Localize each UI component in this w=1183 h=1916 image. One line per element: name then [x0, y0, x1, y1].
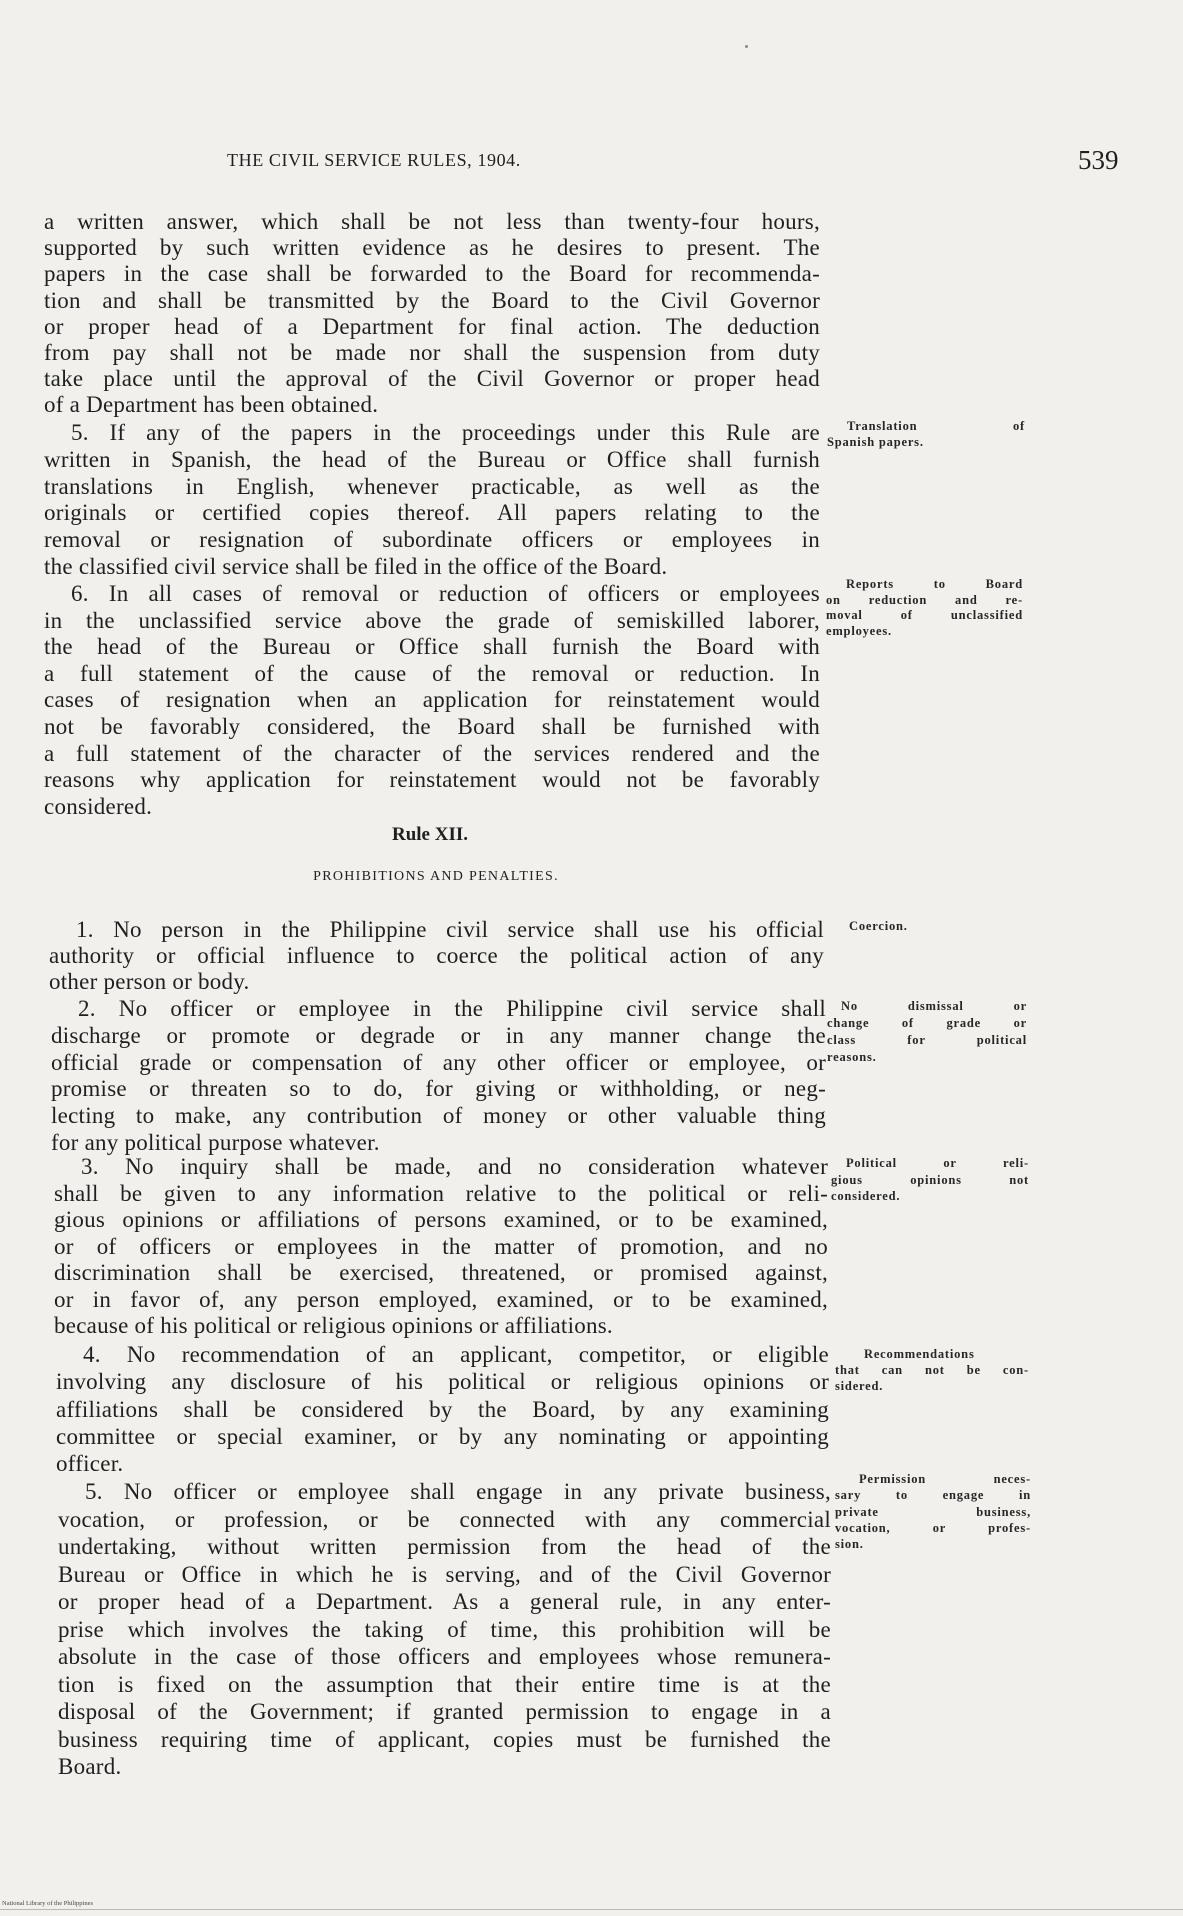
text-line: or proper head of a Department for final action. The deduction [44, 313, 820, 339]
rule-xii-paragraph-4 [56, 1341, 829, 1477]
margin-note-line: private business, [835, 1504, 1031, 1519]
rule-xii-paragraph-2 [51, 996, 826, 1157]
margin-note-line: Translation of [847, 419, 1025, 433]
text-line: reasons why application for reinstatement would not be favorably [44, 767, 820, 793]
text-line: in the unclassified service above the grade of semiskilled laborer, [44, 607, 820, 633]
paragraph-6-removal-reports [44, 581, 820, 820]
text-line: from pay shall not be made nor shall the suspension from duty [44, 339, 820, 365]
text-line: committee or special examiner, or by any nominating or appointing [56, 1423, 829, 1449]
margin-note-line: sary to engage in [835, 1488, 1031, 1503]
text-line: vocation, or profession, or be connected with any commercial [58, 1506, 831, 1532]
margin-note-line: reasons. [827, 1050, 877, 1064]
margin-note-recommendations [835, 1346, 1029, 1394]
text-line: tion is fixed on the assumption that their entire time is at the [58, 1671, 831, 1697]
text-line: 2. No officer or employee in the Philippine civil service shall [78, 996, 826, 1021]
text-line: the head of the Bureau or Office shall furnish the Board with [44, 634, 820, 660]
margin-note-line: Reports to Board [846, 577, 1023, 591]
rule-xii-paragraph-3 [54, 1154, 828, 1340]
text-line: originals or certified copies thereof. All papers relating to the [44, 500, 820, 526]
margin-note-line: No dismissal or [841, 999, 1027, 1013]
text-line: or of officers or employees in the matter of promotion, and no [54, 1233, 828, 1259]
text-line: cases of resignation when an application for reinstatement would [44, 687, 820, 713]
text-line: affiliations shall be considered by the Board, by any examining [56, 1396, 829, 1422]
margin-note-line: that can not be con- [835, 1363, 1029, 1377]
text-line: absolute in the case of those officers and employees whose remunera- [58, 1644, 831, 1669]
text-line: the classified civil service shall be filed in the office of the Board. [44, 553, 668, 579]
margin-note-line: Spanish papers. [827, 435, 924, 449]
text-line: removal or resignation of subordinate officers or employees in [44, 527, 820, 553]
margin-note-line: change of grade or [827, 1016, 1027, 1030]
rule-subheading: PROHIBITIONS AND PENALTIES. [313, 869, 559, 884]
text-line: authority or official influence to coerce the political action of any [49, 942, 824, 968]
rule-xii-paragraph-1 [49, 917, 824, 994]
text-line: officer. [56, 1451, 124, 1477]
text-line: 6. In all cases of removal or reduction of officers or employees [71, 581, 820, 606]
text-line: 5. No officer or employee shall engage in any private business, [85, 1479, 831, 1504]
text-line: involving any disclosure of his political or religious opinions or [56, 1369, 829, 1395]
text-line: discharge or promote or degrade or in any manner change the [51, 1022, 826, 1048]
margin-note-line: class for political [827, 1033, 1027, 1047]
text-line: prise which involves the taking of time, this prohibition will be [58, 1616, 831, 1642]
margin-note-line: Permission neces- [859, 1472, 1031, 1486]
page-number: 539 [1078, 145, 1119, 175]
footer-divider [0, 1909, 1183, 1910]
margin-note-line: Coercion. [849, 919, 908, 933]
text-line: tion and shall be transmitted by the Board to the Civil Governor [44, 287, 820, 313]
text-line: promise or threaten so to do, for giving or withholding, or neg- [51, 1076, 826, 1102]
text-line: of a Department has been obtained. [44, 392, 379, 418]
text-line: supported by such written evidence as he desires to present. The [44, 235, 820, 261]
text-line: shall be given to any information relative to the political or reli- [54, 1180, 828, 1206]
text-line: Bureau or Office in which he is serving, and of the Civil Governor [58, 1561, 831, 1587]
margin-note-political-opinions [831, 1155, 1029, 1205]
paragraph-continued [44, 209, 820, 419]
text-line: 4. No recommendation of an applicant, competitor, or eligible [83, 1342, 829, 1367]
text-line: papers in the case shall be forwarded to the Board for recommenda- [44, 261, 820, 287]
margin-note-coercion [849, 918, 999, 934]
margin-note-line: sion. [835, 1537, 864, 1552]
margin-note-translation [827, 418, 1025, 450]
margin-note-line: Political or reli- [846, 1156, 1029, 1170]
margin-note-line: on reduction and re- [826, 592, 1023, 607]
margin-note-line: vocation, or profes- [835, 1520, 1031, 1535]
text-line: for any political purpose whatever. [51, 1129, 380, 1155]
text-line: written in Spanish, the head of the Bureau or Office shall furnish [44, 446, 820, 472]
rule-heading: Rule XII. [391, 824, 468, 845]
text-line: a written answer, which shall be not less than twenty-four hours, [44, 209, 820, 234]
margin-note-reports [826, 577, 1023, 640]
text-line: official grade or compensation of any other officer or employee, or [51, 1049, 826, 1075]
margin-note-permission [835, 1471, 1031, 1552]
text-line: gious opinions or affiliations of persons examined, or to be examined, [54, 1207, 828, 1232]
running-head: THE CIVIL SERVICE RULES, 1904. [227, 150, 521, 170]
footer-library-credit: National Library of the Philippines [2, 1900, 93, 1907]
text-line: disposal of the Government; if granted permission to engage in a [58, 1699, 831, 1724]
text-line: business requiring time of applicant, copies must be furnished the [58, 1726, 831, 1752]
margin-note-line: Recommendations [864, 1347, 975, 1361]
rule-xii-paragraph-5 [58, 1478, 831, 1781]
text-line: translations in English, whenever practicable, as well as the [44, 473, 820, 499]
text-line: a full statement of the character of the services rendered and the [44, 740, 820, 766]
text-line: not be favorably considered, the Board shall be furnished with [44, 713, 820, 739]
margin-note-line: employees. [826, 624, 892, 639]
text-line: or proper head of a Department. As a general rule, in any enter- [58, 1589, 831, 1614]
margin-note-line: moval of unclassified [826, 608, 1023, 623]
text-line: or in favor of, any person employed, examined, or to be examined, [54, 1286, 828, 1312]
scan-speck [745, 45, 748, 48]
text-line: considered. [44, 793, 153, 819]
text-line: 1. No person in the Philippine civil service shall use his official [76, 917, 824, 942]
text-line: because of his political or religious opinions or affiliations. [54, 1313, 613, 1338]
text-line: a full statement of the cause of the removal or reduction. In [44, 660, 820, 686]
text-line: lecting to make, any contribution of money or other valuable thing [51, 1103, 826, 1129]
text-line: take place until the approval of the Civil Governor or proper head [44, 366, 820, 392]
margin-note-line: sidered. [835, 1379, 884, 1393]
margin-note-line: considered. [831, 1189, 901, 1203]
text-line: 3. No inquiry shall be made, and no consideration whatever [81, 1154, 828, 1179]
margin-note-no-dismissal [827, 998, 1027, 1066]
paragraph-5-spanish-papers [44, 420, 820, 581]
text-line: undertaking, without written permission from the head of the [58, 1534, 831, 1559]
text-line: Board. [58, 1754, 122, 1779]
text-line: other person or body. [49, 968, 250, 994]
text-line: discrimination shall be exercised, threatened, or promised against, [54, 1260, 828, 1285]
margin-note-line: gious opinions not [831, 1172, 1029, 1187]
text-line: 5. If any of the papers in the proceedings under this Rule are [71, 420, 820, 445]
